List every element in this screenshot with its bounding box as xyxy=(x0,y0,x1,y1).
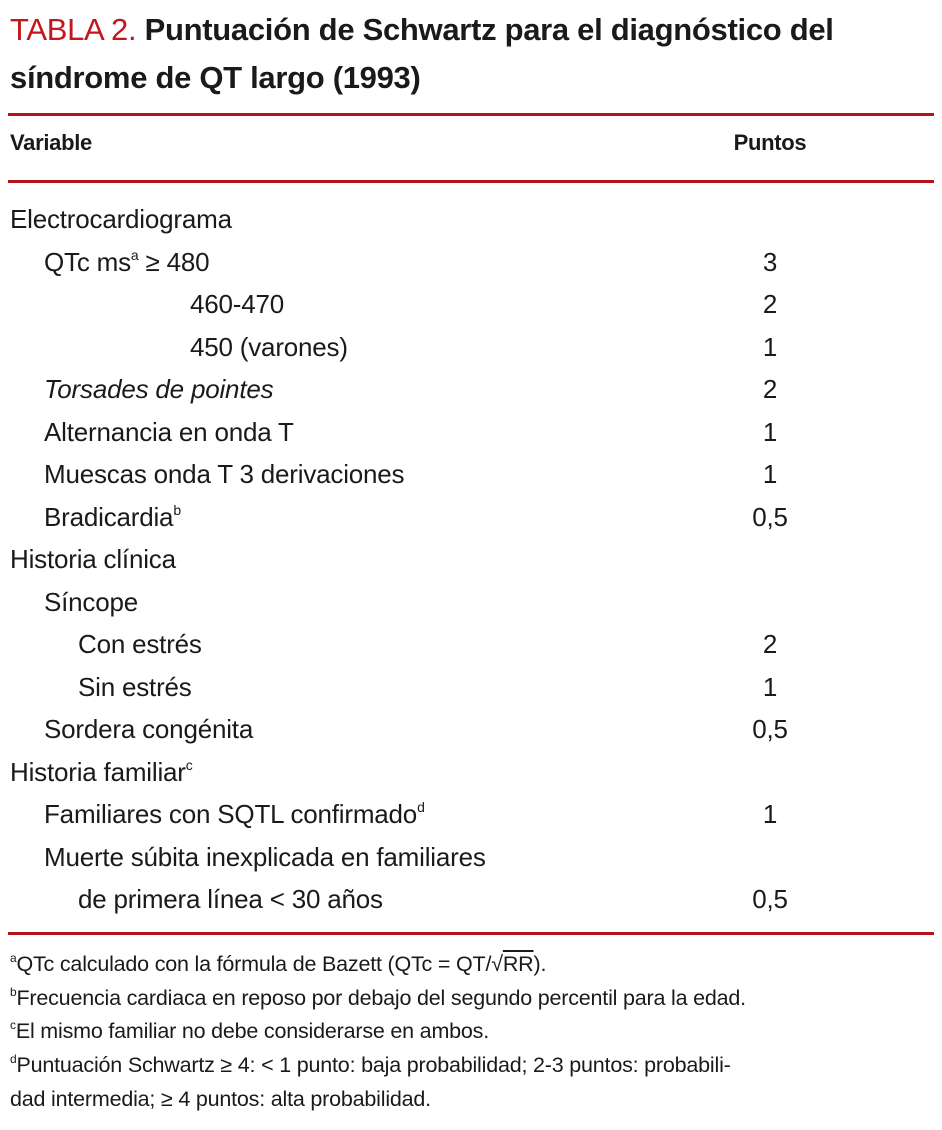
row-points: 2 xyxy=(762,374,778,404)
row-label: Historia clínica xyxy=(10,544,176,574)
row-points: 1 xyxy=(762,799,778,829)
row-label: QTc $ms^a \ge 480$ xyxy=(44,247,210,277)
row-label: Torsades de pointes xyxy=(44,374,274,404)
table-row xyxy=(0,496,942,538)
table-row xyxy=(0,283,942,325)
row-points: 3 xyxy=(762,247,778,277)
header-points: Puntos xyxy=(733,130,807,155)
row-label: 460-470 xyxy=(190,289,285,319)
footnote-mark: a xyxy=(130,247,139,263)
row-label: Alternancia en onda T xyxy=(44,417,294,447)
row-label: Familiares con SQTL confirmado$^d$ xyxy=(44,799,425,829)
row-points: 2 xyxy=(762,289,778,319)
footnote-mark: b xyxy=(173,502,181,518)
header-rule xyxy=(8,180,934,183)
header-variable: Variable xyxy=(10,130,92,155)
row-label: Sin estrés xyxy=(78,672,192,702)
row-label: Historia familiar$^c$ xyxy=(10,757,193,787)
bottom-rule xyxy=(8,932,934,935)
table-row xyxy=(0,666,942,708)
row-label: Bradicardia$^b$ xyxy=(44,502,181,532)
footnote-a: $^a$QTc calculado con la fórmula de Bazett (QTc = QT/√RR). xyxy=(10,951,547,976)
footnote-d: $^d$Puntuación Schwartz ≥ 4: < 1 punto: baja probabilidad; 2-3 puntos: probabili- xyxy=(10,1052,731,1077)
row-label: de primera línea < 30 años xyxy=(78,884,383,914)
row-label: Muescas onda T 3 derivaciones xyxy=(44,459,405,489)
table-row xyxy=(0,581,942,623)
sqrt-radicand: RR xyxy=(502,952,534,976)
row-label: Con estrés xyxy=(78,629,202,659)
row-label: Síncope xyxy=(44,587,139,617)
table-row xyxy=(0,878,942,920)
row-points: 2 xyxy=(762,629,778,659)
table-row xyxy=(0,368,942,410)
row-points: 0,5 xyxy=(752,714,788,744)
footnote-c: $^c$El mismo familiar no debe considerarse en ambos. xyxy=(10,1018,489,1043)
table-row xyxy=(0,836,942,878)
table-row xyxy=(0,411,942,453)
table-row xyxy=(0,623,942,665)
table-row xyxy=(0,708,942,750)
row-points: 1 xyxy=(762,459,778,489)
table-row xyxy=(0,326,942,368)
footnote-b: $^b$Frecuencia cardiaca en reposo por debajo del segundo percentil para la edad. xyxy=(10,985,746,1010)
row-points: 1 xyxy=(762,417,778,447)
table-row xyxy=(0,538,942,580)
top-rule xyxy=(8,113,934,116)
row-label: Sordera congénita xyxy=(44,714,254,744)
table-row xyxy=(0,453,942,495)
table-title xyxy=(10,6,935,102)
table-number: TABLA 2. xyxy=(10,12,137,47)
row-points: 0,5 xyxy=(752,502,788,532)
table-row xyxy=(0,751,942,793)
table-row xyxy=(0,793,942,835)
row-label: Muerte súbita inexplicada en familiares xyxy=(44,842,486,872)
row-points: 1 xyxy=(762,332,778,362)
footnote-mark: d xyxy=(417,799,425,815)
table-row xyxy=(0,241,942,283)
table-row xyxy=(0,198,942,240)
row-label: 450 (varones) xyxy=(190,332,348,362)
row-points: 1 xyxy=(762,672,778,702)
row-label: Electrocardiograma xyxy=(10,204,232,234)
footnote-d-cont: dad intermedia; ≥ 4 puntos: alta probabilidad. xyxy=(10,1087,431,1111)
footnote-mark: c xyxy=(185,757,193,773)
row-points: 0,5 xyxy=(752,884,788,914)
table-caption: Puntuación de Schwartz para el diagnóstico del síndrome de QT largo (1993) xyxy=(10,12,834,95)
